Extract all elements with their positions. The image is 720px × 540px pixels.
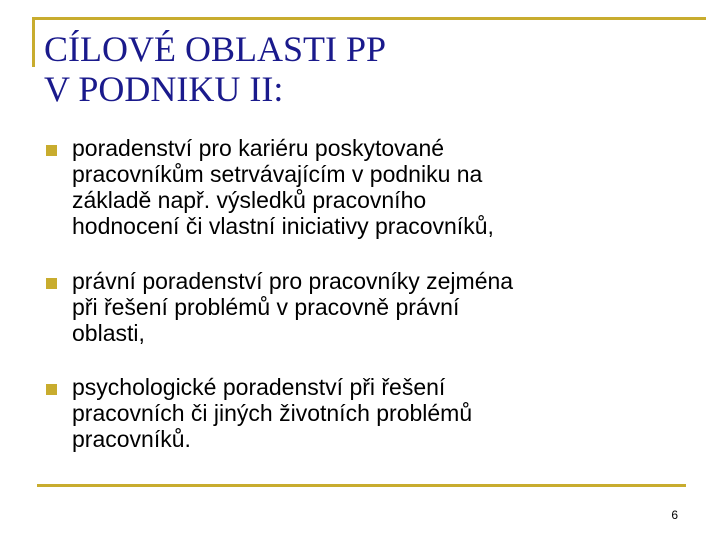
- title-line: V PODNIKU II:: [44, 69, 284, 109]
- page-number: 6: [671, 508, 678, 522]
- bullet-line: při řešení problémů v pracovně právní: [72, 294, 460, 320]
- bullet-line: základě např. výsledků pracovního: [72, 187, 427, 213]
- bullet-line: oblasti,: [72, 320, 145, 346]
- bullet-line: pracovníkům setrvávajícím v podniku na: [72, 161, 483, 187]
- slide-title: [44, 29, 684, 109]
- title-rule-left: [32, 17, 35, 67]
- bullet-text: [72, 268, 672, 346]
- bullet-line: právní poradenství pro pracovníky zejména: [72, 268, 514, 294]
- square-bullet-icon: [46, 145, 57, 156]
- title-rule-top: [32, 17, 706, 20]
- bullet-line: pracovníků.: [72, 426, 191, 452]
- bullet-text: [72, 374, 672, 452]
- bullet-line: poradenství pro kariéru poskytované: [72, 135, 445, 161]
- bullet-text: [72, 135, 672, 239]
- title-line: CÍLOVÉ OBLASTI PP: [44, 29, 387, 69]
- square-bullet-icon: [46, 278, 57, 289]
- footer-rule: [37, 484, 686, 487]
- square-bullet-icon: [46, 384, 57, 395]
- bullet-line: psychologické poradenství při řešení: [72, 374, 446, 400]
- bullet-line: hodnocení či vlastní iniciativy pracovníků,: [72, 213, 494, 239]
- bullet-line: pracovních či jiných životních problémů: [72, 400, 473, 426]
